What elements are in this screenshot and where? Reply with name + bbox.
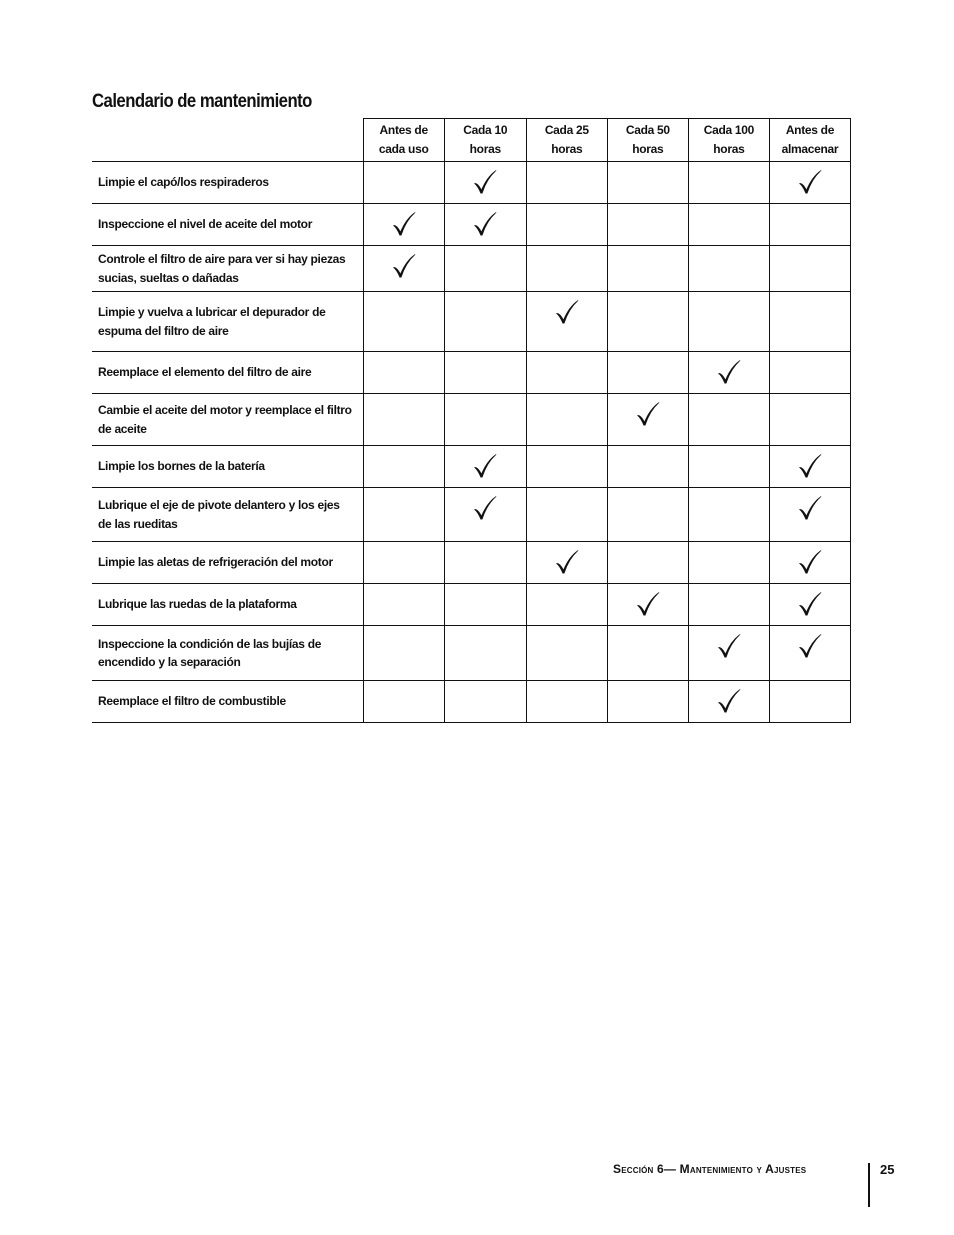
schedule-cell [526,292,607,352]
task-label: Lubrique las ruedas de la plataforma [92,584,363,626]
table-row [92,584,851,626]
schedule-cell [363,681,444,723]
schedule-cell [607,204,688,246]
column-header-line2: horas [469,142,501,156]
schedule-cell [769,626,850,681]
table-row [92,394,851,446]
schedule-cell [363,488,444,542]
task-label: Limpie el capó/los respiraderos [92,162,363,204]
checkmark-icon [472,211,498,237]
table-row [92,446,851,488]
schedule-cell [607,352,688,394]
column-header-line2: horas [632,142,664,156]
column-header-cada-10-horas [444,119,526,162]
schedule-cell [688,204,769,246]
checkmark-icon [797,549,823,575]
schedule-cell [363,204,444,246]
column-header-line1: Cada 10 [463,123,508,137]
page-title: Calendario de mantenimiento [92,91,312,112]
checkmark-icon [797,169,823,195]
checkmark-icon [391,211,417,237]
maintenance-schedule-table [92,118,851,723]
schedule-cell [688,246,769,292]
table-row [92,542,851,584]
schedule-cell [363,626,444,681]
schedule-cell [526,162,607,204]
checkmark-icon [554,299,580,325]
schedule-cell [444,681,526,723]
footer-divider [868,1163,870,1207]
checkmark-icon [554,549,580,575]
task-label: Inspeccione la condición de las bujías de encendido y la separación [92,626,363,681]
column-header-cada-50-horas [607,119,688,162]
schedule-cell [363,352,444,394]
schedule-cell [607,584,688,626]
column-header-line2: almacenar [781,142,839,156]
schedule-cell [444,204,526,246]
schedule-cell [769,681,850,723]
checkmark-icon [716,359,742,385]
schedule-cell [769,292,850,352]
task-label: Limpie y vuelva a lubricar el depurador de espuma del filtro de aire [92,292,363,352]
schedule-cell [526,681,607,723]
table-row [92,204,851,246]
column-header-line2: horas [551,142,583,156]
schedule-cell [444,246,526,292]
schedule-cell [526,352,607,394]
schedule-cell [363,542,444,584]
schedule-cell [526,204,607,246]
checkmark-icon [716,688,742,714]
schedule-cell [688,162,769,204]
schedule-cell [526,626,607,681]
page-number: 25 [880,1162,895,1177]
table-header-row [92,119,851,162]
checkmark-icon [391,253,417,279]
schedule-cell [444,542,526,584]
schedule-cell [363,394,444,446]
schedule-cell [688,681,769,723]
schedule-cell [688,292,769,352]
checkmark-icon [797,633,823,659]
schedule-cell [688,488,769,542]
schedule-cell [363,246,444,292]
checkmark-icon [716,633,742,659]
schedule-cell [688,446,769,488]
column-header-antes-de-almacenar [769,119,850,162]
schedule-cell [444,352,526,394]
schedule-cell [607,246,688,292]
schedule-cell [607,488,688,542]
schedule-cell [769,394,850,446]
table-row [92,292,851,352]
column-header-line2: cada uso [378,142,429,156]
schedule-cell [769,162,850,204]
table-row [92,626,851,681]
column-header-cada-100-horas [688,119,769,162]
schedule-cell [526,542,607,584]
table-row [92,162,851,204]
schedule-cell [444,626,526,681]
schedule-cell [363,584,444,626]
checkmark-icon [797,591,823,617]
schedule-cell [607,394,688,446]
schedule-cell [688,352,769,394]
footer-section-title: Sección 6— Mantenimiento y Ajustes [613,1162,807,1176]
schedule-cell [363,446,444,488]
checkmark-icon [797,495,823,521]
schedule-cell [769,352,850,394]
schedule-cell [769,246,850,292]
task-label: Reemplace el elemento del filtro de aire [92,352,363,394]
task-label: Limpie los bornes de la batería [92,446,363,488]
schedule-cell [769,446,850,488]
schedule-cell [444,394,526,446]
schedule-cell [444,584,526,626]
checkmark-icon [472,453,498,479]
task-label: Reemplace el filtro de combustible [92,681,363,723]
schedule-cell [688,542,769,584]
column-header-line1: Cada 100 [703,123,755,137]
schedule-cell [688,394,769,446]
table-row [92,352,851,394]
schedule-cell [363,162,444,204]
checkmark-icon [472,495,498,521]
schedule-cell [607,292,688,352]
schedule-cell [607,681,688,723]
schedule-cell [363,292,444,352]
task-label: Controle el filtro de aire para ver si hay piezas sucias, sueltas o dañadas [92,246,363,292]
column-header-line1: Cada 50 [625,123,670,137]
table-row [92,681,851,723]
column-header-line1: Antes de [379,123,428,137]
column-header-line1: Cada 25 [544,123,589,137]
schedule-cell [526,394,607,446]
task-label: Lubrique el eje de pivote delantero y los ejes de las rueditas [92,488,363,542]
table-row [92,488,851,542]
schedule-cell [688,584,769,626]
schedule-cell [769,542,850,584]
task-label: Limpie las aletas de refrigeración del motor [92,542,363,584]
schedule-cell [526,584,607,626]
schedule-cell [526,246,607,292]
schedule-cell [444,488,526,542]
column-header-cada-25-horas [526,119,607,162]
column-header-antes-de-cada-uso [363,119,444,162]
checkmark-icon [635,591,661,617]
table-row [92,246,851,292]
schedule-cell [526,488,607,542]
schedule-cell [607,446,688,488]
task-label: Cambie el aceite del motor y reemplace el filtro de aceite [92,394,363,446]
schedule-cell [607,626,688,681]
schedule-cell [607,542,688,584]
schedule-cell [526,446,607,488]
checkmark-icon [797,453,823,479]
column-header-line1: Antes de [785,123,835,137]
task-column-header [92,119,363,162]
schedule-cell [607,162,688,204]
schedule-cell [444,162,526,204]
schedule-cell [444,446,526,488]
column-header-line2: horas [713,142,745,156]
task-label: Inspeccione el nivel de aceite del motor [92,204,363,246]
schedule-cell [769,488,850,542]
table-body [92,162,851,723]
schedule-cell [769,204,850,246]
schedule-cell [769,584,850,626]
checkmark-icon [472,169,498,195]
schedule-cell [688,626,769,681]
checkmark-icon [635,401,661,427]
schedule-cell [444,292,526,352]
